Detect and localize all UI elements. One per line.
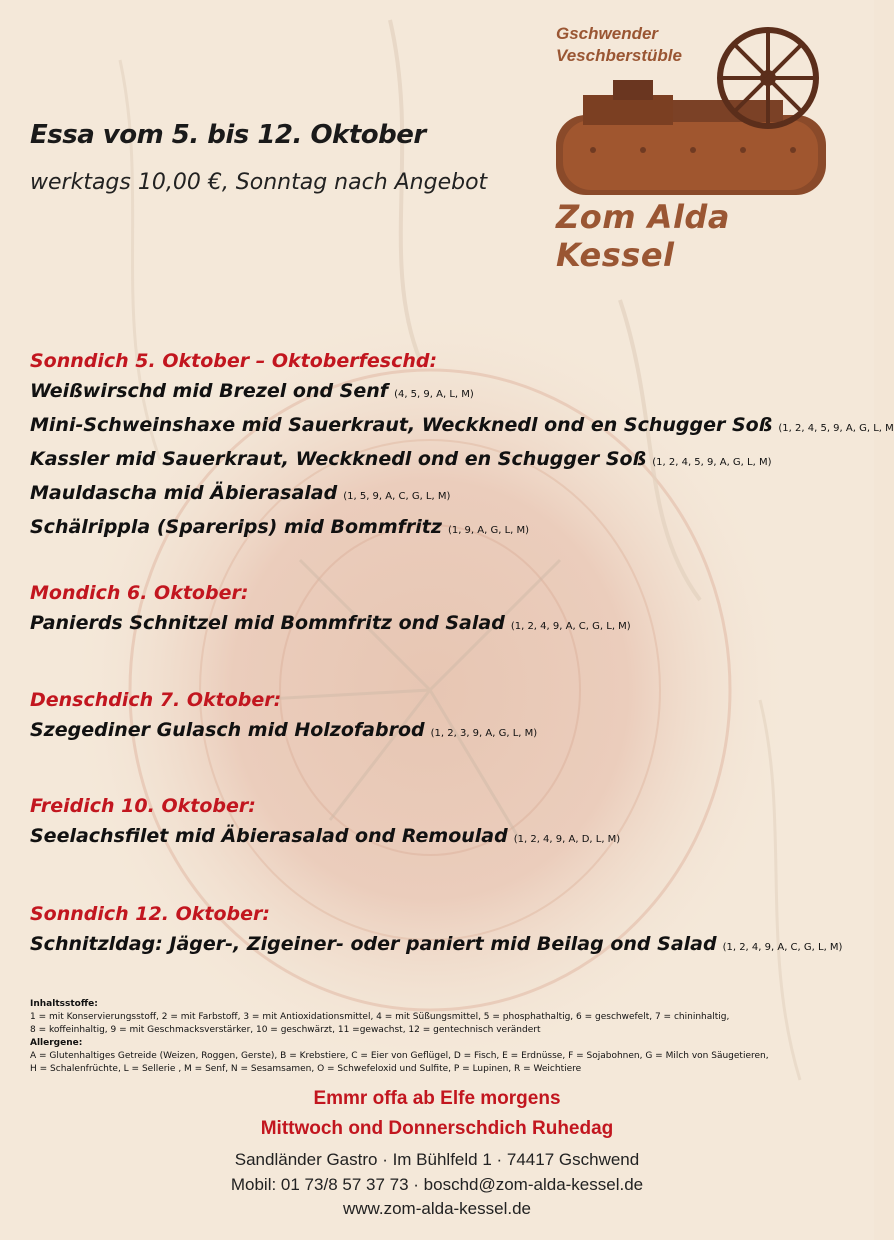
day-heading: Mondich 6. Oktober: bbox=[30, 582, 249, 604]
day-heading: Denschdich 7. Oktober: bbox=[30, 689, 282, 711]
dish-item bbox=[30, 410, 894, 444]
logo-line2: Veschberstüble bbox=[556, 46, 682, 65]
dish-codes: (1, 2, 3, 9, A, G, L, M) bbox=[430, 728, 538, 739]
ingredients-title: Inhaltsstoffe: bbox=[30, 999, 98, 1009]
dish-item bbox=[30, 512, 894, 546]
dish-name: Seelachsfilet mid Äbierasalad ond Remoulad bbox=[30, 825, 508, 847]
menu-day bbox=[30, 582, 631, 642]
dish-item bbox=[30, 821, 620, 855]
allergens-line: H = Schalenfrüchte, L = Sellerie , M = Senf, N = Sesamsamen, O = Schwefeloxid und Sulfite, P = Lupinen, R = Weichtiere bbox=[30, 1064, 582, 1074]
menu-day bbox=[30, 903, 842, 963]
menu-day bbox=[30, 689, 537, 749]
ingredients-line: 1 = mit Konservierungsstoff, 2 = mit Farbstoff, 3 = mit Antioxidationsmittel, 4 = mit Süßungsmittel, 5 = phosphathaltig, 6 = geschwefelt, 7 = chininhaltig, bbox=[30, 1012, 730, 1022]
dish-item bbox=[30, 444, 894, 478]
logo-name: Zom Alda Kessel bbox=[556, 198, 730, 274]
opening-hours: Emmr offa ab Elfe morgens bbox=[313, 1088, 561, 1109]
rest-days: Mittwoch ond Donnerschdich Ruhedag bbox=[260, 1118, 614, 1139]
dish-name: Schälrippla (Sparerips) mid Bommfritz bbox=[30, 516, 442, 538]
dish-item bbox=[30, 608, 631, 642]
dish-item bbox=[30, 929, 842, 963]
dish-name: Mauldascha mid Äbierasalad bbox=[30, 482, 338, 504]
dish-name: Kassler mid Sauerkraut, Weckknedl ond en Schugger Soß bbox=[30, 448, 647, 470]
dish-name: Szegediner Gulasch mid Holzofabrod bbox=[30, 719, 425, 741]
dish-name: Panierds Schnitzel mid Bommfritz ond Salad bbox=[30, 612, 505, 634]
dish-codes: (1, 5, 9, A, C, G, L, M) bbox=[343, 491, 451, 502]
dish-name: Mini-Schweinshaxe mid Sauerkraut, Weckknedl ond en Schugger Soß bbox=[30, 414, 773, 436]
dish-item bbox=[30, 715, 537, 749]
allergens-title: Allergene: bbox=[30, 1038, 83, 1048]
day-heading: Sonndich 5. Oktober – Oktoberfeschd: bbox=[30, 350, 438, 372]
legend bbox=[30, 998, 850, 1076]
dish-name: Weißwirschd mid Brezel ond Senf bbox=[30, 380, 389, 402]
menu-day bbox=[30, 795, 620, 855]
dish-item bbox=[30, 478, 894, 512]
logo bbox=[553, 20, 853, 274]
day-heading: Sonndich 12. Oktober: bbox=[30, 903, 270, 925]
dish-name: Schnitzldag: Jäger-, Zigeiner- oder paniert mid Beilag ond Salad bbox=[30, 933, 717, 955]
website-link[interactable]: www.zom-alda-kessel.de bbox=[342, 1199, 531, 1218]
dish-codes: (1, 2, 4, 9, A, C, G, L, M) bbox=[510, 621, 631, 632]
address: Sandländer Gastro · Im Bühlfeld 1 · 74417 Gschwend bbox=[234, 1150, 640, 1169]
menu-day bbox=[30, 350, 894, 546]
dish-item bbox=[30, 376, 894, 410]
dish-codes: (1, 2, 4, 5, 9, A, G, L, M bbox=[778, 423, 894, 434]
dish-codes: (1, 2, 4, 5, 9, A, G, L, M) bbox=[652, 457, 772, 468]
logo-line1: Gschwender bbox=[556, 24, 659, 43]
page-title: Essa vom 5. bis 12. Oktober bbox=[30, 120, 426, 150]
price-info: werktags 10,00 €, Sonntag nach Angebot bbox=[30, 170, 488, 195]
dish-codes: (1, 2, 4, 9, A, D, L, M) bbox=[513, 834, 621, 845]
ingredients-line: 8 = koffeinhaltig, 9 = mit Geschmacksverstärker, 10 = geschwärzt, 11 =gewachst, 12 = gentechnisch verändert bbox=[30, 1025, 541, 1035]
dish-codes: (1, 9, A, G, L, M) bbox=[447, 525, 530, 536]
dish-codes: (4, 5, 9, A, L, M) bbox=[394, 389, 474, 400]
allergens-line: A = Glutenhaltiges Getreide (Weizen, Roggen, Gerste), B = Krebstiere, C = Eier von Geflügel, D = Fisch, E = Erdnüsse, F = Sojabohnen, G = Milch von Säugetieren, bbox=[30, 1051, 769, 1061]
day-heading: Freidich 10. Oktober: bbox=[30, 795, 256, 817]
contact: Mobil: 01 73/8 57 37 73 · boschd@zom-alda-kessel.de bbox=[230, 1175, 644, 1194]
dish-codes: (1, 2, 4, 9, A, C, G, L, M) bbox=[722, 942, 843, 953]
